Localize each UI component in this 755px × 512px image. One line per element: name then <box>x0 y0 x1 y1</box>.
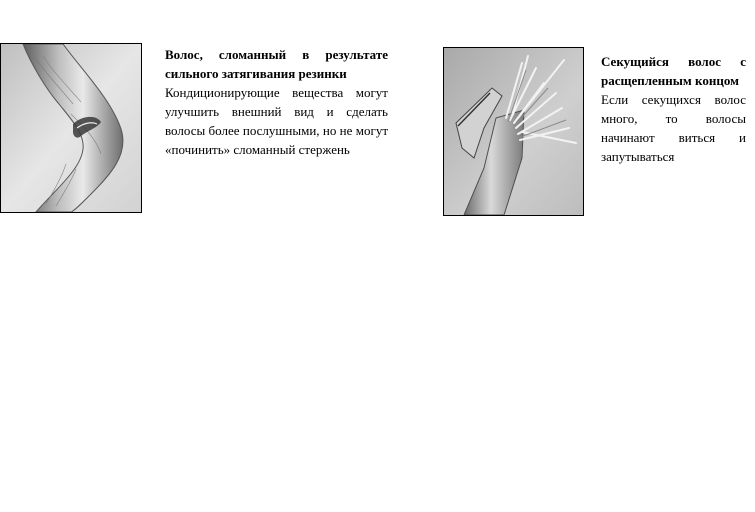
split-end-hair-description: Если секущихся волос много, то волосы начинают виться и запутываться <box>601 92 746 164</box>
split-end-hair-title: Секущийся волос с расщепленным концом <box>601 54 746 88</box>
broken-hair-title: Волос, сломанный в результате сильного затягивания резинки <box>165 47 388 81</box>
broken-hair-image <box>1 44 141 212</box>
split-end-hair-photo <box>443 47 584 216</box>
split-end-hair-image <box>444 48 583 215</box>
broken-hair-photo <box>0 43 142 213</box>
broken-hair-description: Кондиционирующие вещества могут улучшить внешний вид и сделать волосы более послушными, но не могут «починить» сломанный стержень <box>165 85 388 157</box>
split-end-hair-caption <box>601 52 746 166</box>
broken-hair-caption <box>165 45 388 159</box>
